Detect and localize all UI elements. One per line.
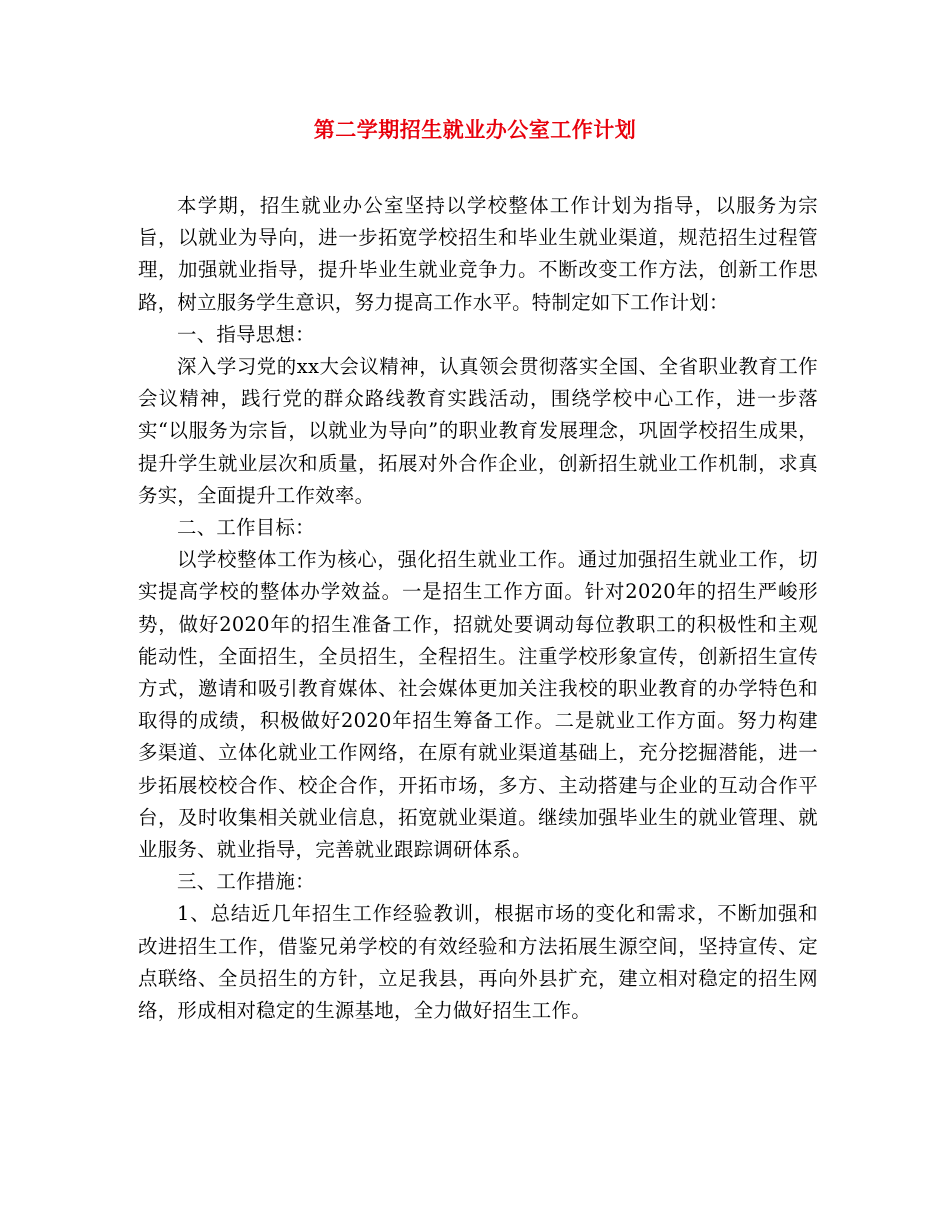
section-heading-work-goals: 二、工作目标： [177,516,315,540]
work-measure-item-1: 1、总结近几年招生工作经验教训，根据市场的变化和需求，不断加强和改进招生工作，借鉴兄弟学校的有效经验和方法拓展生源空间，坚持宣传、定点联络、全员招生的方针，立足我县，再向外县扩充，建立相对稳定的招生网络，形成相对稳定的生源基地，全力做好招生工作。 [138,902,818,1023]
section-heading-work-measures: 三、工作措施： [177,870,315,894]
document-title: 第二学期招生就业办公室工作计划 [313,117,637,142]
intro-paragraph: 本学期，招生就业办公室坚持以学校整体工作计划为指导，以服务为宗旨，以就业为导向，进一步拓宽学校招生和毕业生就业渠道，规范招生过程管理，加强就业指导，提升毕业生就业竞争力。不断改变工作方法，创新工作思路，树立服务学生意识，努力提高工作水平。特制定如下工作计划： [138,194,818,314]
work-goals-paragraph: 以学校整体工作为核心，强化招生就业工作。通过加强招生就业工作，切实提高学校的整体办学效益。一是招生工作方面。针对2020年的招生严峻形势，做好2020年的招生准备工作，招就处要调动每位教职工的积极性和主观能动性，全面招生，全员招生，全程招生。注重学校形象宣传，创新招生宣传方式，邀请和吸引教育媒体、社会媒体更加关注我校的职业教育的办学特色和取得的成绩，积极做好2020年招生筹备工作。二是就业工作方面。努力构建多渠道、立体化就业工作网络，在原有就业渠道基础上，充分挖掘潜能，进一步拓展校校合作、校企合作，开拓市场，多方、主动搭建与企业的互动合作平台，及时收集相关就业信息，拓宽就业渠道。继续加强毕业生的就业管理、就业服务、就业指导，完善就业跟踪调研体系。 [138,548,818,862]
guiding-ideology-paragraph: 深入学习党的xx大会议精神，认真领会贯彻落实全国、全省职业教育工作会议精神，践行党的群众路线教育实践活动，围绕学校中心工作，进一步落实“以服务为宗旨，以就业为导向”的职业教育发展理念，巩固学校招生成果，提升学生就业层次和质量，拓展对外合作企业，创新招生就业工作机制，求真务实，全面提升工作效率。 [138,355,818,507]
section-heading-guiding-ideology: 一、指导思想： [177,322,315,346]
document-body [138,190,818,1027]
